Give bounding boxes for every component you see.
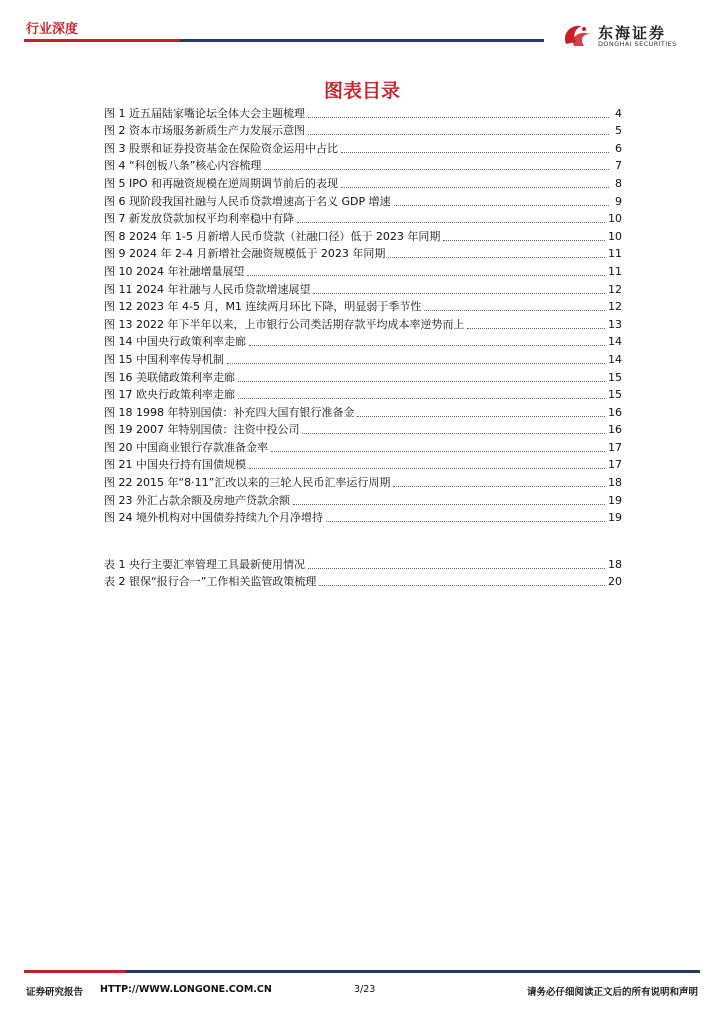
dot-leader: [326, 520, 605, 522]
figure-toc-entry[interactable]: [104, 209, 622, 227]
figure-toc-entry[interactable]: [104, 279, 622, 297]
toc-entry-page: 18: [608, 557, 622, 571]
table-toc: [104, 554, 622, 589]
dot-leader: [249, 467, 605, 469]
toc-entry-page: 19: [608, 511, 622, 525]
toc-entry-page: 6: [615, 141, 622, 155]
figure-toc-entry[interactable]: [104, 138, 622, 156]
dot-leader: [264, 168, 609, 170]
figure-toc-entry[interactable]: [104, 437, 622, 455]
dot-leader: [302, 432, 605, 434]
dot-leader: [308, 116, 609, 118]
dot-leader: [308, 133, 609, 135]
toc-entry-label: 图 8 2024 年 1-5 月新增人民币贷款（社融口径）低于 2023 年同期: [104, 229, 441, 243]
figure-toc-entry[interactable]: [104, 314, 622, 332]
toc-entry-label: 图 1 近五届陆家嘴论坛全体大会主题梳理: [104, 106, 305, 120]
dot-leader: [424, 309, 605, 311]
dot-leader: [238, 397, 605, 399]
page-number: 3/23: [354, 984, 376, 995]
dot-leader: [341, 186, 609, 188]
figure-toc-entry[interactable]: [104, 121, 622, 139]
dot-leader: [388, 256, 605, 258]
toc-entry-label: 图 4 “科创板八条”核心内容梳理: [104, 159, 262, 173]
figure-toc-entry[interactable]: [104, 244, 622, 262]
toc-entry-label: 图 10 2024 年社融增量展望: [104, 264, 245, 278]
toc-entry-label: 表 1 央行主要汇率管理工具最新使用情况: [104, 557, 305, 571]
dot-leader: [443, 239, 605, 241]
toc-entry-label: 图 18 1998 年特别国债：补充四大国有银行准备金: [104, 405, 355, 419]
toc-entry-page: 11: [608, 247, 622, 261]
toc-entry-page: 16: [608, 423, 622, 437]
dot-leader: [341, 151, 609, 153]
dot-leader: [319, 584, 605, 586]
toc-entry-label: 图 6 现阶段我国社融与人民币贷款增速高于名义 GDP 增速: [104, 194, 391, 208]
figure-toc-entry[interactable]: [104, 367, 622, 385]
toc-entry-page: 11: [608, 264, 622, 278]
dot-leader: [308, 567, 605, 569]
figure-toc-entry[interactable]: [104, 490, 622, 508]
page-title: 图表目录: [323, 80, 400, 102]
dot-leader: [297, 221, 605, 223]
toc-entry-page: 14: [608, 335, 622, 349]
toc-entry-label: 图 3 股票和证券投资基金在保险资金运用中占比: [104, 141, 338, 155]
figure-toc-entry[interactable]: [104, 297, 622, 315]
footer-disclaimer: 请务必仔细阅读正文后的所有说明和声明: [526, 987, 698, 998]
figure-toc-entry[interactable]: [104, 508, 622, 526]
figure-toc-entry[interactable]: [104, 349, 622, 367]
footer-rule: [24, 970, 700, 973]
toc-entry-label: 图 19 2007 年特别国债：注资中投公司: [104, 423, 300, 437]
toc-entry-page: 10: [608, 212, 622, 226]
toc-entry-page: 10: [608, 229, 622, 243]
toc-entry-label: 图 14 中国央行政策利率走廊: [104, 335, 246, 349]
figure-toc-entry[interactable]: [104, 156, 622, 174]
toc-entry-label: 图 2 资本市场服务新质生产力发展示意图: [104, 124, 305, 138]
toc-entry-page: 12: [608, 282, 622, 296]
toc-entry-page: 13: [608, 317, 622, 331]
toc-entry-page: 8: [615, 176, 622, 190]
figure-toc-entry[interactable]: [104, 103, 622, 121]
figure-toc-entry[interactable]: [104, 261, 622, 279]
toc-entry-page: 20: [608, 575, 622, 589]
dot-leader: [249, 344, 605, 346]
toc-entry-label: 表 2 银保“报行合一”工作相关监管政策梳理: [104, 575, 317, 589]
toc-entry-page: 17: [608, 440, 622, 454]
figure-toc-entry[interactable]: [104, 472, 622, 490]
section-label: 行业深度: [26, 22, 79, 37]
dot-leader: [238, 380, 605, 382]
figure-toc-entry[interactable]: [104, 173, 622, 191]
footer-report-type: 证券研究报告: [26, 987, 84, 998]
toc-entry-label: 图 21 中国央行持有国债规模: [104, 458, 246, 472]
toc-entry-page: 12: [608, 300, 622, 314]
toc-entry-page: 15: [608, 388, 622, 402]
toc-entry-page: 17: [608, 458, 622, 472]
table-toc-entry[interactable]: [104, 554, 622, 572]
dot-leader: [467, 327, 605, 329]
toc-entry-page: 16: [608, 405, 622, 419]
figure-toc-entry[interactable]: [104, 385, 622, 403]
toc-entry-label: 图 24 境外机构对中国债券持续九个月净增持: [104, 511, 323, 525]
toc-entry-label: 图 15 中国利率传导机制: [104, 352, 224, 366]
toc-entry-page: 14: [608, 352, 622, 366]
toc-entry-page: 9: [615, 194, 622, 208]
toc-entry-page: 5: [615, 124, 622, 138]
toc-entry-label: 图 9 2024 年 2-4 月新增社会融资规模低于 2023 年同期: [104, 247, 386, 261]
toc-entry-page: 7: [615, 159, 622, 173]
toc-entry-label: 图 16 美联储政策利率走廊: [104, 370, 235, 384]
toc-entry-page: 19: [608, 493, 622, 507]
toc-entry-label: 图 23 外汇占款余额及房地产贷款余额: [104, 493, 290, 507]
toc-entry-label: 图 7 新发放贷款加权平均利率稳中有降: [104, 212, 294, 226]
figure-toc-entry[interactable]: [104, 332, 622, 350]
dot-leader: [247, 274, 605, 276]
toc-entry-label: 图 17 欧央行政策利率走廊: [104, 388, 235, 402]
figure-toc-entry[interactable]: [104, 455, 622, 473]
toc-entry-label: 图 22 2015 年“8·11”汇改以来的三轮人民币汇率运行周期: [104, 476, 391, 490]
figure-toc-entry[interactable]: [104, 402, 622, 420]
dot-leader: [293, 503, 605, 505]
toc-entry-page: 18: [608, 476, 622, 490]
figure-toc-entry[interactable]: [104, 420, 622, 438]
dot-leader: [393, 485, 605, 487]
logo-name: 东海证券: [598, 24, 667, 42]
figure-toc-entry[interactable]: [104, 191, 622, 209]
dot-leader: [227, 362, 605, 364]
figure-toc: [104, 103, 622, 525]
toc-entry-label: 图 13 2022 年下半年以来，上市银行公司类活期存款平均成本率逆势而上: [104, 317, 465, 331]
toc-entry-label: 图 11 2024 年社融与人民币贷款增速展望: [104, 282, 311, 296]
dot-leader: [394, 204, 609, 206]
footer-url[interactable]: HTTP://WWW.LONGONE.COM.CN: [100, 984, 272, 995]
dot-leader: [313, 292, 605, 294]
toc-entry-label: 图 12 2023 年 4-5 月，M1 连续两月环比下降，明显弱于季节性: [104, 300, 422, 314]
logo-subtitle: DONGHAI SECURITIES: [598, 40, 677, 48]
figure-toc-entry[interactable]: [104, 226, 622, 244]
dot-leader: [357, 415, 605, 417]
table-toc-entry[interactable]: [104, 572, 622, 590]
toc-entry-page: 4: [615, 106, 622, 120]
toc-entry-label: 图 20 中国商业银行存款准备金率: [104, 440, 268, 454]
dot-leader: [271, 450, 605, 452]
toc-entry-page: 15: [608, 370, 622, 384]
header-rule: [24, 39, 544, 42]
toc-entry-label: 图 5 IPO 和再融资规模在逆周期调节前后的表现: [104, 176, 339, 190]
